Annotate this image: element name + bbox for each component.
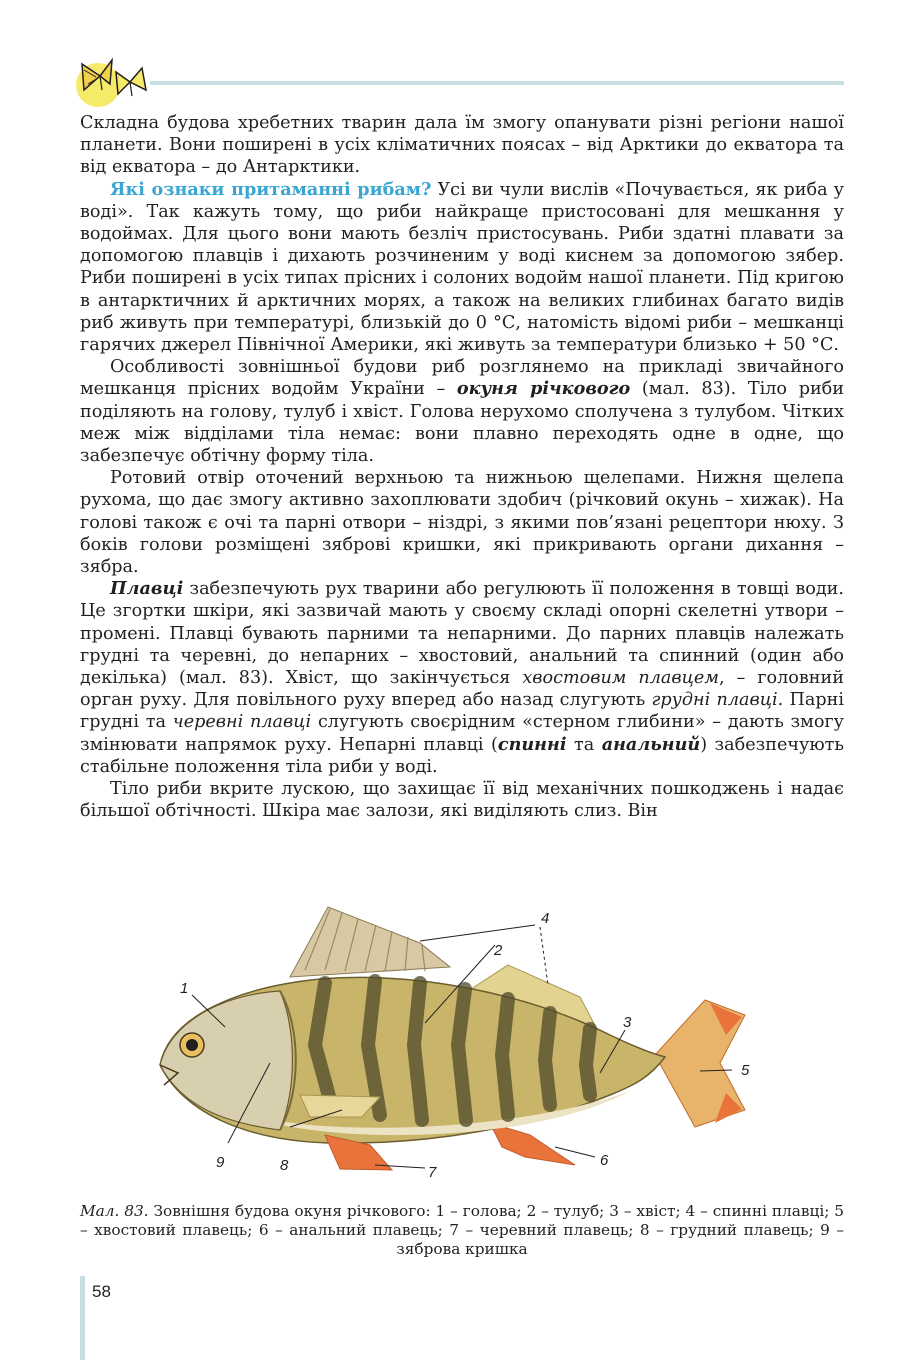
callout-7: 7 — [428, 1164, 437, 1181]
paragraph-5 — [80, 578, 844, 778]
paragraph-5-text-f: ) забезпечують стабільне положення тіла риби у воді. — [80, 734, 844, 777]
callout-6: 6 — [600, 1152, 609, 1169]
page-number: 58 — [92, 1282, 111, 1301]
term-dorsal: спинні — [497, 733, 567, 755]
callout-2: 2 — [494, 942, 503, 959]
callout-3: 3 — [623, 1014, 632, 1031]
paragraph-3-text-b: (мал. 83). Тіло риби поділяють на голову, тулуб і хвіст. Голова нерухомо сполучена з тулубом. Чітких меж між відділами тіла немає: вони плавно переходять одне в одне, що забезпечує обтічну форму тіла. — [80, 379, 844, 467]
page-margin-bar — [80, 1276, 85, 1360]
callout-4: 4 — [541, 910, 550, 927]
paragraph-5-text-e: та — [566, 734, 602, 755]
paragraph-6: Тіло риби вкрите лускою, що захищає її від механічних пошкоджень і надає більшої обтічності. Шкіра має залози, які виділяють слиз. Він — [80, 779, 844, 822]
term-fins: Плавці — [110, 578, 184, 600]
caption-label: Мал. 83. — [80, 1202, 149, 1220]
perch-illustration — [130, 895, 770, 1195]
paragraph-3-text-a: Особливості зовнішньої будови риб розглянемо на прикладі звичайного мешканця прісних водойм України – — [80, 357, 844, 400]
section-question: Які ознаки притаманні рибам? — [110, 178, 432, 200]
term-anal: анальний — [601, 733, 701, 755]
callout-1: 1 — [180, 980, 189, 997]
callout-5: 5 — [741, 1062, 750, 1079]
paragraph-5-text-c: . Парні грудні та — [80, 690, 844, 733]
header-rule — [150, 81, 844, 85]
term-tail-fin: хвостовим плавцем — [522, 668, 719, 689]
paragraph-5-text-d: слугують своєрідним «стерном глибини» – дають змогу змінювати напрямок руху. Непарні плавці ( — [80, 712, 845, 755]
paragraph-4: Ротовий отвір оточений верхньою та нижньою щелепами. Нижня щелепа рухома, що дає змогу активно захоплювати здобич (річковий окунь – хижак). На голові також є очі та парні отвори – ніздрі, з якими пов’язані рецептори нюху. З боків голови розміщені зяброві кришки, які прикривають органи дихання – зябра. — [80, 468, 844, 578]
term-perch: окуня річкового — [456, 378, 631, 400]
term-pelvic-fins: черевні плавці — [172, 712, 312, 733]
figure-caption — [80, 1202, 844, 1259]
caption-text: Зовнішня будова окуня річкового: 1 – голова; 2 – тулуб; 3 – хвіст; 4 – спинні плавці; 5 – хвостовий плавець; 6 – анальний плавець; 7 – черевний плавець; 8 – грудний плавець; 9 – зяброва кришка — [80, 1202, 845, 1258]
callout-8: 8 — [280, 1157, 289, 1174]
perch-figure — [130, 895, 770, 1195]
callout-9: 9 — [216, 1154, 225, 1171]
paragraph-1: Складна будова хребетних тварин дала їм змогу опанувати різні регіони нашої планети. Вони поширені в усіх кліматичних поясах – від Арктики до екватора та від екватора – до Антарктики. — [80, 113, 844, 178]
paragraph-5-text-a: забезпечують рух тварини або регулюють її положення в товщі води. Це згортки шкіри, які зазвичай мають у своєму складі опорні скелетні утвори – промені. Плавці бувають парними та непарними. До парних плавців належать грудні та черевні, до непарних – хвостовий, анальний та спинний (один або декілька) (мал. 83). Хвіст, що закінчується — [80, 579, 844, 689]
paragraph-3 — [80, 356, 844, 467]
term-pectoral-fins: грудні плавці — [651, 690, 778, 711]
paragraph-5-text-b: , – головний орган руху. Для повільного руху вперед або назад слугують — [80, 668, 844, 711]
paragraph-2 — [80, 179, 844, 357]
main-text — [80, 112, 844, 823]
paragraph-2-text: Усі ви чули вислів «Почувається, як риба у воді». Так кажуть тому, що риби найкраще пристосовані для мешкання у водоймах. Для цього вони мають безліч пристосувань. Риби здатні плавати за допомогою плавців і дихають розчиненим у воді киснем за допомогою зябер. Риби поширені в усіх типах прісних і солоних водойм нашої планети. Під кригою в антарктичних й арктичних морях, а також на великих глибинах багато видів риб живуть при температурі, близькій до 0 °С, натомість відомі риби – мешканці гарячих джерел Північної Америки, які живуть за температури близько + 50 °С. — [80, 179, 845, 356]
butterflies-icon — [70, 50, 152, 108]
